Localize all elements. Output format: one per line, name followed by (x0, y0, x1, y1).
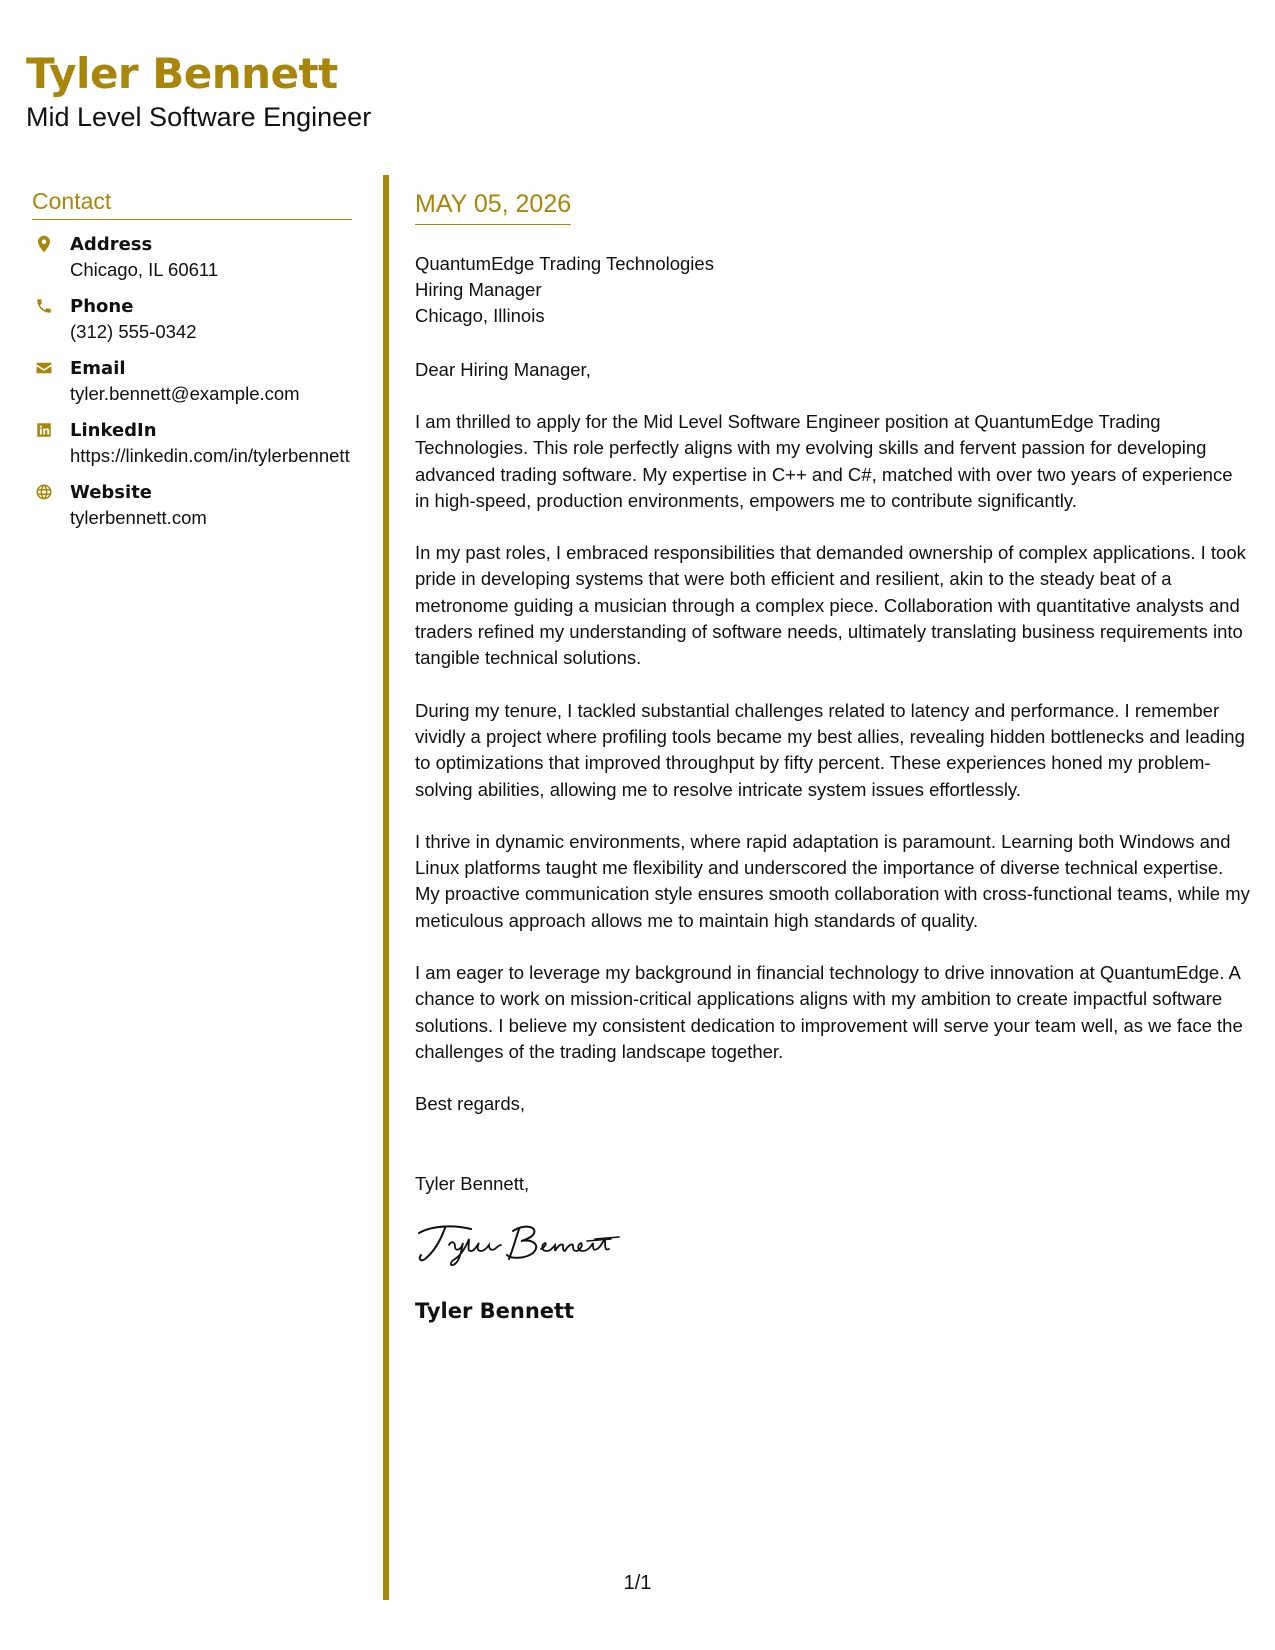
contact-value: tyler.bennett@example.com (70, 383, 300, 404)
contact-value: tylerbennett.com (70, 507, 207, 528)
letter-paragraph: I thrive in dynamic environments, where rapid adaptation is paramount. Learning both Windows and Linux platforms taught me flexibility and underscored the importance of diverse technical expertise. My proactive communication style ensures smooth collaboration with cross-functional teams, while my meticulous approach allows me to maintain high standards of quality. (415, 830, 1250, 931)
contact-label: LinkedIn (70, 420, 157, 441)
header (26, 48, 371, 134)
contact-value: https://linkedin.com/in/tylerbennett (70, 445, 350, 466)
job-title: Mid Level Software Engineer (26, 102, 372, 132)
phone-icon (32, 294, 70, 344)
envelope-icon (32, 356, 70, 406)
map-pin-icon (32, 232, 70, 282)
contact-heading: Contact (32, 188, 352, 220)
letter-paragraph: I am thrilled to apply for the Mid Level Software Engineer position at QuantumEdge Trading Technologies. This role perfectly aligns with my evolving skills and fervent passion for developing advanced trading software. My expertise in C++ and C#, matched with over two years of experience in high-speed, production environments, empowers me to contribute significantly. (415, 411, 1233, 511)
linkedin-icon (32, 418, 70, 468)
letter-body (415, 190, 1250, 1323)
salutation: Dear Hiring Manager, (415, 359, 591, 380)
recipient-company: QuantumEdge Trading Technologies (415, 253, 714, 274)
globe-icon (32, 480, 70, 530)
sidebar (32, 188, 352, 542)
recipient-block (415, 251, 1250, 329)
contact-value: Chicago, IL 60611 (70, 259, 219, 280)
contact-label: Website (70, 482, 153, 503)
letter-date: MAY 05, 2026 (415, 190, 571, 225)
contact-item-linkedin (32, 418, 352, 468)
letter-paragraph: During my tenure, I tackled substantial challenges related to latency and performance. I remember vividly a project where profiling tools became my best allies, revealing hidden bottlenecks and leading to optimizations that improved throughput by fifty percent. These experiences honed my problem-solving abilities, allowing me to resolve intricate system issues effortlessly. (415, 699, 1245, 800)
contact-label: Phone (70, 296, 134, 317)
printed-name: Tyler Bennett (415, 1299, 575, 1324)
page-number: 1/1 (623, 1572, 652, 1594)
applicant-name: Tyler Bennett (26, 49, 338, 98)
closing: Best regards, (415, 1093, 526, 1115)
contact-item-website (32, 480, 352, 530)
contact-label: Email (70, 358, 126, 379)
contact-value: (312) 555-0342 (70, 321, 197, 342)
contact-item-address (32, 232, 352, 282)
letter-paragraph: In my past roles, I embraced responsibilities that demanded ownership of complex applications. I took pride in developing systems that were both efficient and resilient, akin to the steady beat of a metronome guiding a musician through a complex piece. Collaboration with quantitative analysts and traders refined my understanding of software needs, ultimately translating business requirements into tangible technical solutions. (415, 542, 1246, 669)
signature-image (415, 1219, 635, 1269)
letter-paragraph: I am eager to leverage my background in financial technology to drive innovation at QuantumEdge. A chance to work on mission-critical applications aligns with my ambition to create impactful software solutions. I believe my consistent dedication to improvement will serve your team well, as we face the challenges of the trading landscape together. (415, 962, 1243, 1062)
column-divider (383, 175, 389, 1600)
recipient-location: Chicago, Illinois (415, 305, 545, 326)
recipient-role: Hiring Manager (415, 279, 542, 300)
signoff-name: Tyler Bennett, (415, 1173, 530, 1195)
contact-item-phone (32, 294, 352, 344)
contact-item-email (32, 356, 352, 406)
contact-label: Address (70, 234, 153, 255)
signature (415, 1219, 1250, 1269)
